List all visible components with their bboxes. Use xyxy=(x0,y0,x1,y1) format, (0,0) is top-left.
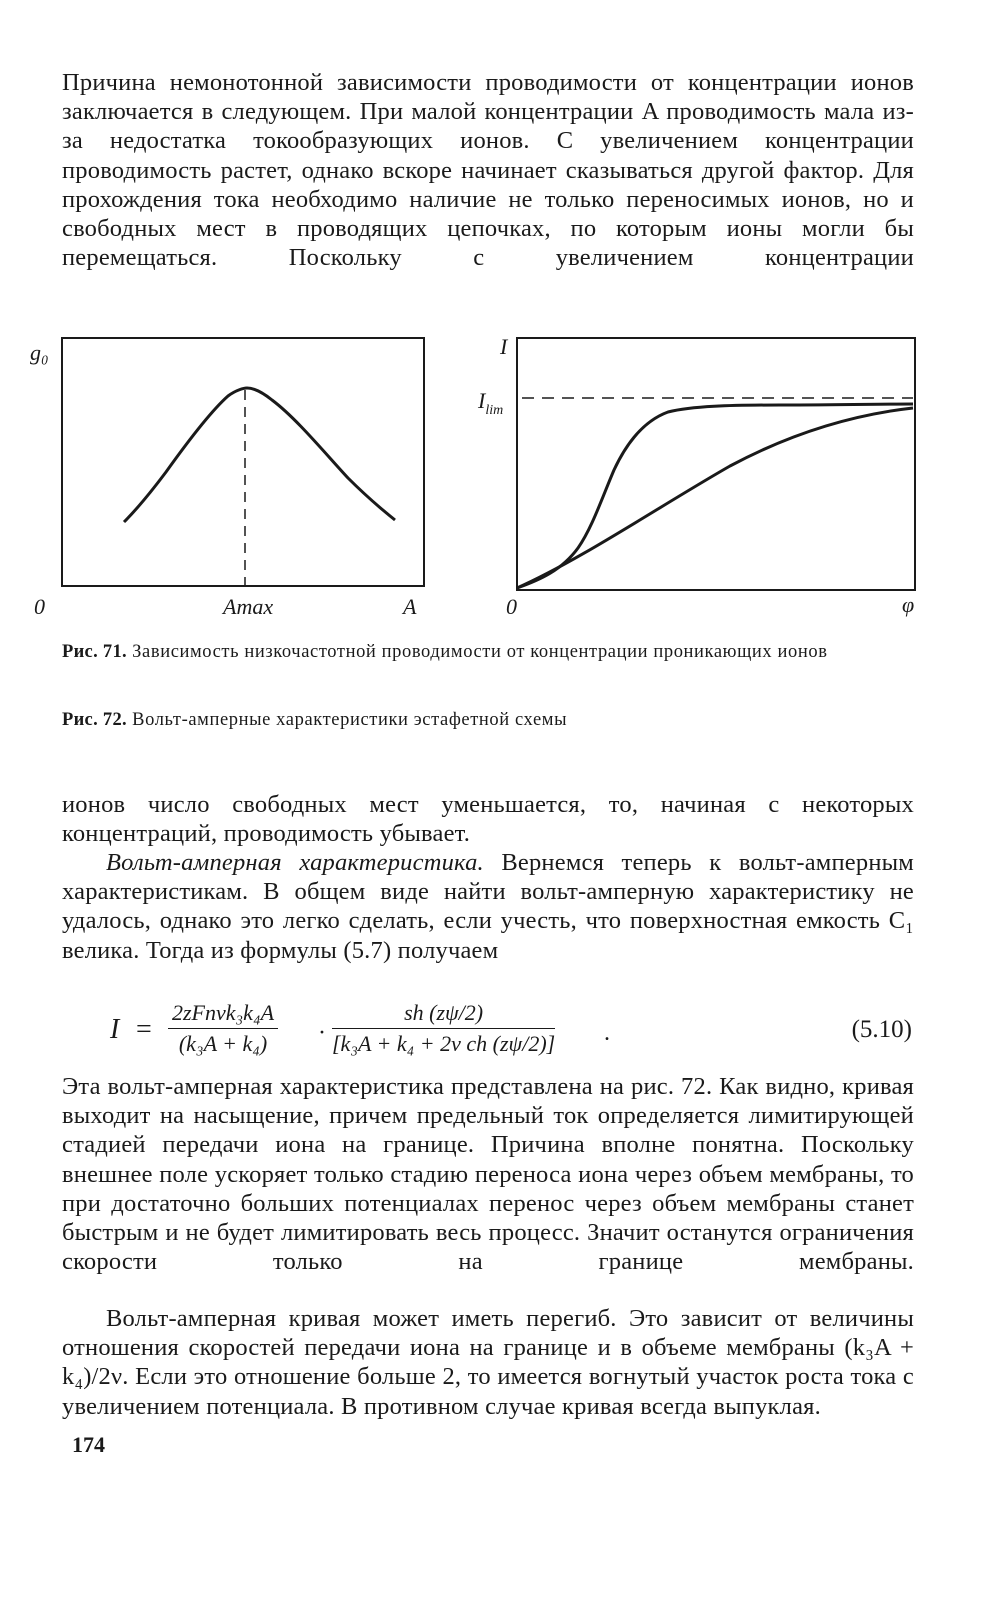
formula-fraction-1-denominator: (k₃A + k₄) xyxy=(178,1031,268,1056)
fig71-amax-label: Amax xyxy=(223,594,274,619)
formula-period: . xyxy=(604,1020,610,1046)
formula-fraction-1 xyxy=(168,1000,278,1057)
formula-fraction-2-denominator: [k₃A + k₄ + 2ν ch (zψ/2)] xyxy=(332,1031,556,1056)
figures-area xyxy=(0,0,982,640)
paragraph-description: Эта вольт-амперная характеристика представлена на рис. 72. Как видно, кривая выходит на насыщение, причем предельный ток определяется лимитирующей стадией передачи иона на границе. Причина вполне понятна. Поскольку внешнее поле ускоряет только стадию переноса иона через объем мембраны, то при достаточно больших потенциалах перенос через объем мембраны станет быстрым и не будет лимитировать весь процесс. Значит останутся ограничения скорости только на границе мембраны. xyxy=(62,1073,914,1276)
paragraph-volt-ampere xyxy=(62,848,914,965)
paragraph-volt-ampere-text: Вернемся теперь к вольт-амперным характеристикам. В общем виде найти вольт-амперную характеристику не удалось, однако это легко сделать, если учесть, что поверхностная емкость C₁ велика. Тогда из формулы (5.7) получаем xyxy=(62,849,914,964)
formula-lhs: I xyxy=(110,1014,120,1045)
fig72-y-axis-label: I xyxy=(500,334,508,359)
fig71-x-axis-label: A xyxy=(403,594,417,619)
formula-5-10 xyxy=(110,1000,930,1070)
fig71-frame xyxy=(62,338,424,586)
formula-fraction-2 xyxy=(332,1000,555,1057)
formula-fraction-2-numerator: sh (zψ/2) xyxy=(332,1000,555,1029)
caption-71-text: Зависимость низкочастотной проводимости от концентрации проникающих ионов xyxy=(126,642,828,662)
formula-number: (5.10) xyxy=(851,1016,912,1043)
fig72-origin-label: 0 xyxy=(506,594,517,619)
formula-equals: = xyxy=(136,1014,152,1045)
figure-72 xyxy=(477,334,915,619)
caption-72-number: Рис. 72. xyxy=(62,710,127,730)
caption-72-text: Вольт-амперные характеристики эстафетной схемы xyxy=(126,710,568,730)
formula-multiply: · xyxy=(318,1020,326,1046)
paragraph-continuation: ионов число свободных мест уменьшается, то, начиная с некоторых концентраций, проводимость убывает. xyxy=(62,791,914,848)
paragraph-intro: Причина немонотонной зависимости проводимости от концентрации ионов заключается в следующем. При малой концентрации A проводимость мала из-за недостатка токообразующих ионов. С увеличением концентрации проводимость растет, однако вскоре начинает сказываться другой фактор. Для прохождения тока необходимо наличие не только переносимых ионов, но и свободных мест в проводящих цепочках, по которым ионы могли бы перемещаться. Поскольку с увеличением концентрации xyxy=(62,69,914,272)
formula-fraction-1-numerator: 2zFnνk₃k₄A xyxy=(168,1000,278,1029)
fig72-concave-curve xyxy=(517,404,913,588)
fig71-conductivity-curve xyxy=(124,388,395,522)
paragraph-inflection: Вольт-амперная кривая может иметь перегиб. Это зависит от величины отношения скоростей передачи иона на границе и в объеме мембраны (k₃A + k₄)/2ν. Если это отношение больше 2, то имеется вогнутый участок роста тока с увеличением потенциала. В противном случае кривая всегда выпуклая. xyxy=(62,1305,914,1420)
section-run-in-heading: Вольт-амперная характеристика. xyxy=(106,849,484,876)
page-number: 174 xyxy=(72,1432,105,1457)
caption-71-number: Рис. 71. xyxy=(62,642,127,662)
caption-fig-71 xyxy=(62,640,914,664)
fig72-frame xyxy=(517,338,915,590)
fig71-y-axis-label: g₀ xyxy=(30,340,49,365)
figure-71 xyxy=(30,338,424,619)
fig71-origin-label: 0 xyxy=(34,594,45,619)
caption-fig-72 xyxy=(62,708,914,732)
fig72-convex-curve xyxy=(517,408,913,588)
fig72-ilim-label: $I_{lim}$ xyxy=(478,388,504,418)
fig72-x-axis-label: φ xyxy=(902,592,915,617)
